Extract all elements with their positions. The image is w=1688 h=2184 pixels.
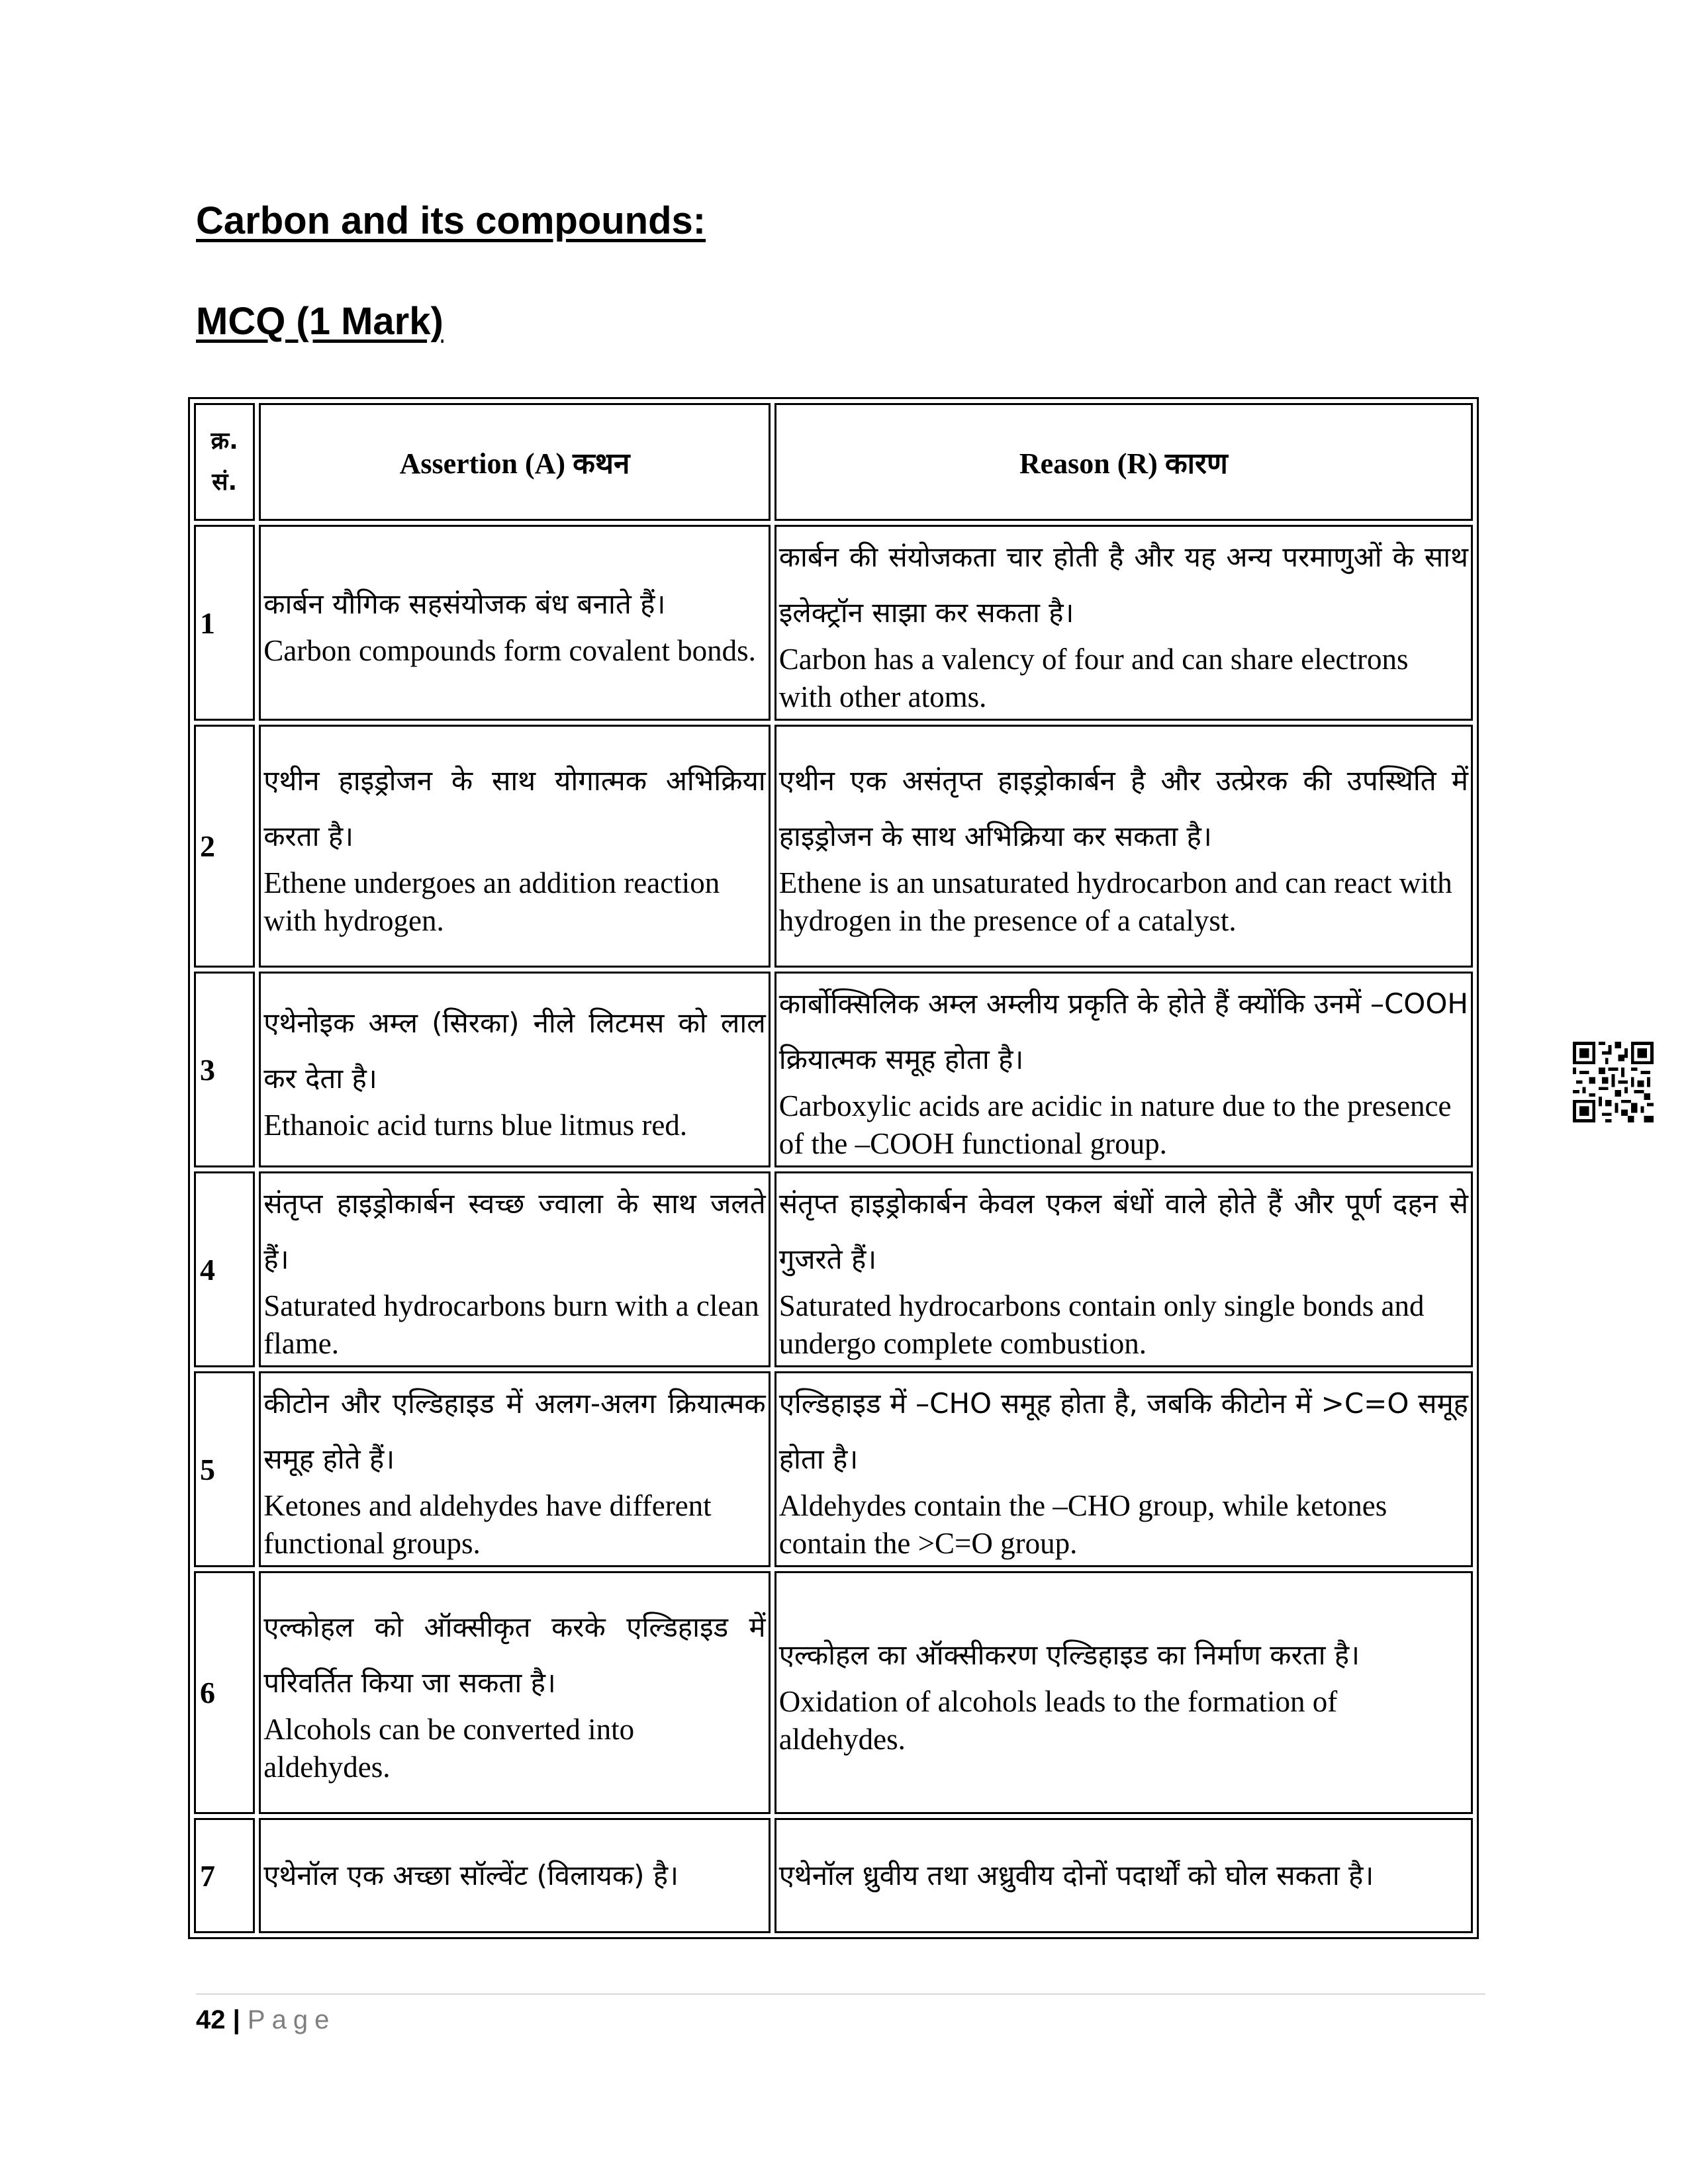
page-footer xyxy=(196,2005,336,2035)
reason-hindi: संतृप्त हाइड्रोकार्बन केवल एकल बंधों वाले होते हैं और पूर्ण दहन से गुजरते हैं। xyxy=(778,1187,1468,1275)
assertion-reason-table-container xyxy=(188,397,1479,1939)
assertion-cell xyxy=(259,972,770,1167)
row-number: 5 xyxy=(194,1371,255,1567)
assertion-cell xyxy=(259,1371,770,1567)
table-row xyxy=(194,525,1473,721)
reason-hindi: कार्बन की संयोजकता चार होती है और यह अन्य परमाणुओं के साथ इलेक्ट्रॉन साझा कर सकता है। xyxy=(778,541,1468,629)
assertion-cell xyxy=(259,525,770,721)
assertion-hindi: एथेनोइक अम्ल (सिरका) नीले लिटमस को लाल कर देता है। xyxy=(263,1006,766,1095)
serial-number-header: क्र. सं. xyxy=(194,403,255,521)
row-number: 3 xyxy=(194,972,255,1167)
table-row xyxy=(194,1371,1473,1567)
reason-hindi: एल्डिहाइड में –CHO समूह होता है, जबकि कीटोन में >C=O समूह होता है। xyxy=(778,1387,1468,1475)
row-number: 6 xyxy=(194,1571,255,1814)
assertion-english: Saturated hydrocarbons burn with a clean flame. xyxy=(263,1289,759,1360)
reason-cell xyxy=(774,725,1473,968)
page-heading: Carbon and its compounds: xyxy=(196,199,706,242)
assertion-cell xyxy=(259,1171,770,1367)
assertion-reason-table xyxy=(188,397,1479,1939)
assertion-hindi: कीटोन और एल्डिहाइड में अलग-अलग क्रियात्मक समूह होते हैं। xyxy=(263,1387,766,1475)
footer-separator: | xyxy=(225,2005,248,2034)
assertion-english: Ethene undergoes an addition reaction with hydrogen. xyxy=(263,866,720,937)
table-row xyxy=(194,1171,1473,1367)
reason-english: Carbon has a valency of four and can share electrons with other atoms. xyxy=(778,643,1409,713)
reason-header: Reason (R) कारण xyxy=(774,403,1473,521)
reason-english: Ethene is an unsaturated hydrocarbon and can react with hydrogen in the presence of a catalyst. xyxy=(778,866,1452,937)
reason-english: Aldehydes contain the –CHO group, while ketones contain the >C=O group. xyxy=(778,1489,1387,1560)
assertion-english: Alcohols can be converted into aldehydes. xyxy=(263,1712,635,1784)
assertion-cell xyxy=(259,1571,770,1814)
row-number: 1 xyxy=(194,525,255,721)
assertion-hindi: कार्बन यौगिक सहसंयोजक बंध बनाते हैं। xyxy=(263,587,666,620)
row-number: 7 xyxy=(194,1818,255,1933)
assertion-hindi: एथीन हाइड्रोजन के साथ योगात्मक अभिक्रिया करता है। xyxy=(263,764,766,852)
page-label: Page xyxy=(247,2005,336,2034)
assertion-english: Carbon compounds form covalent bonds. xyxy=(263,633,756,667)
table-row xyxy=(194,1571,1473,1814)
reason-cell xyxy=(774,525,1473,721)
table-header-row xyxy=(194,403,1473,521)
assertion-english: Ketones and aldehydes have different functional groups. xyxy=(263,1489,712,1560)
assertion-hindi: संतृप्त हाइड्रोकार्बन स्वच्छ ज्वाला के साथ जलते हैं। xyxy=(263,1187,766,1275)
assertion-english: Ethanoic acid turns blue litmus red. xyxy=(263,1108,688,1142)
table-row xyxy=(194,1818,1473,1933)
reason-hindi: कार्बोक्सिलिक अम्ल अम्लीय प्रकृति के होते हैं क्योंकि उनमें –COOH क्रियात्मक समूह होता है। xyxy=(778,987,1468,1075)
reason-cell xyxy=(774,1171,1473,1367)
assertion-hindi: एल्कोहल को ऑक्सीकृत करके एल्डिहाइड में परिवर्तित किया जा सकता है। xyxy=(263,1610,766,1699)
reason-english: Carboxylic acids are acidic in nature due to the presence of the –COOH functional group. xyxy=(778,1089,1452,1160)
assertion-cell xyxy=(259,1818,770,1933)
section-subheading: MCQ (1 Mark) xyxy=(196,300,444,343)
table-row xyxy=(194,725,1473,968)
reason-hindi: एथीन एक असंतृप्त हाइड्रोकार्बन है और उत्प्रेरक की उपस्थिति में हाइड्रोजन के साथ अभिक्रिया कर सकता है। xyxy=(778,764,1468,852)
row-number: 2 xyxy=(194,725,255,968)
reason-cell xyxy=(774,1371,1473,1567)
assertion-hindi: एथेनॉल एक अच्छा सॉल्वेंट (विलायक) है। xyxy=(263,1859,679,1891)
reason-cell xyxy=(774,1818,1473,1933)
reason-hindi: एथेनॉल ध्रुवीय तथा अध्रुवीय दोनों पदार्थों को घोल सकता है। xyxy=(778,1859,1374,1891)
table-row xyxy=(194,972,1473,1167)
assertion-header: Assertion (A) कथन xyxy=(259,403,770,521)
reason-hindi: एल्कोहल का ऑक्सीकरण एल्डिहाइड का निर्माण करता है। xyxy=(778,1638,1360,1671)
reason-cell xyxy=(774,1571,1473,1814)
reason-cell xyxy=(774,972,1473,1167)
qr-code-icon[interactable] xyxy=(1573,1042,1654,1122)
reason-english: Oxidation of alcohols leads to the formation of aldehydes. xyxy=(778,1684,1338,1756)
footer-divider xyxy=(196,1993,1485,1995)
reason-english: Saturated hydrocarbons contain only single bonds and undergo complete combustion. xyxy=(778,1289,1425,1360)
page-number: 42 xyxy=(196,2005,226,2034)
assertion-cell xyxy=(259,725,770,968)
row-number: 4 xyxy=(194,1171,255,1367)
